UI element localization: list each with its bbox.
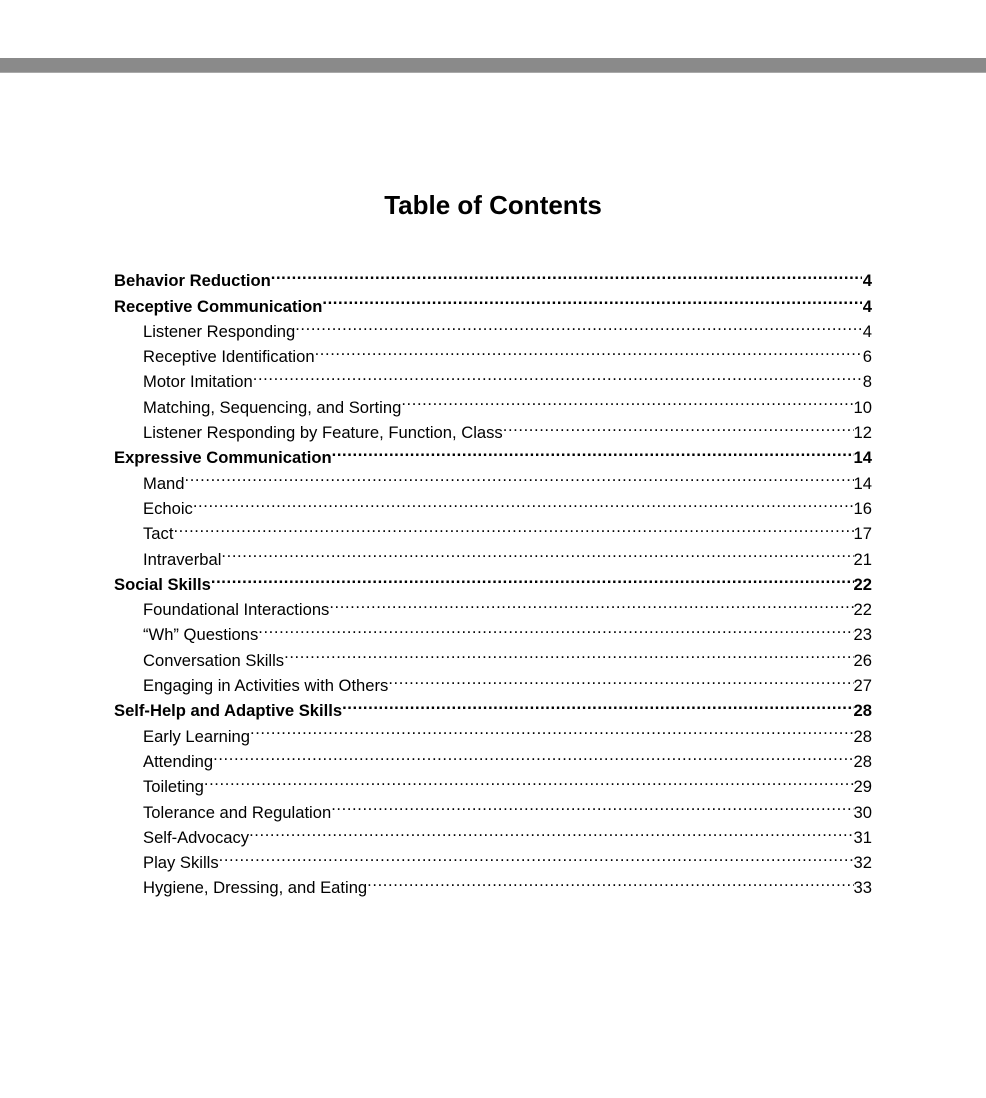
table-of-contents [114, 261, 872, 898]
dot-leader [250, 716, 854, 741]
toc-entry-label: Receptive Communication [114, 296, 323, 316]
toc-page-number: 6 [862, 347, 872, 367]
toc-entry-label: Early Learning [143, 726, 251, 746]
dot-leader [315, 337, 862, 362]
dot-leader [295, 312, 862, 337]
toc-entry-label: Behavior Reduction [114, 271, 271, 291]
toc-entry-label: Social Skills [114, 574, 211, 594]
dot-leader [258, 615, 853, 640]
dot-leader [503, 413, 854, 438]
toc-section-entry[interactable] [114, 261, 872, 291]
dot-leader [221, 539, 853, 564]
toc-entry-label: Motor Imitation [143, 372, 253, 392]
dot-leader [271, 261, 862, 286]
toc-page-number: 23 [853, 625, 872, 645]
toc-subsection-entry[interactable] [114, 742, 872, 771]
toc-page-number: 4 [862, 296, 872, 316]
dot-leader [213, 742, 853, 767]
toc-entry-label: Tolerance and Regulation [143, 802, 332, 822]
toc-subsection-entry[interactable] [114, 792, 872, 822]
toc-entry-label: Mand [143, 473, 185, 493]
toc-entry-label: “Wh” Questions [143, 625, 259, 645]
toc-subsection-entry[interactable] [114, 868, 872, 898]
toc-subsection-entry[interactable] [114, 463, 872, 493]
page-title: Table of Contents [384, 190, 602, 220]
page-separator-bar [0, 58, 986, 73]
toc-entry-label: Listener Responding [143, 321, 296, 341]
toc-entry-label: Hygiene, Dressing, and Eating [143, 878, 368, 898]
toc-page-number: 4 [862, 321, 872, 341]
toc-subsection-entry[interactable] [114, 590, 872, 620]
dot-leader [331, 792, 853, 817]
toc-entry-label: Listener Responding by Feature, Function, Class [143, 423, 503, 443]
toc-subsection-entry[interactable] [114, 767, 872, 797]
toc-subsection-entry[interactable] [114, 843, 872, 873]
toc-page-number: 22 [853, 574, 872, 594]
toc-entry-label: Engaging in Activities with Others [143, 676, 389, 696]
toc-section-entry[interactable] [114, 565, 872, 594]
toc-entry-label: Self-Advocacy [143, 827, 250, 847]
toc-entry-label: Attending [143, 751, 214, 771]
dot-leader [284, 640, 853, 665]
toc-entry-label: Toileting [143, 777, 204, 797]
toc-page-number: 28 [853, 751, 872, 771]
toc-entry-label: Echoic [143, 498, 193, 518]
dot-leader [322, 286, 862, 311]
toc-page-number: 4 [862, 271, 872, 291]
toc-page-number: 14 [853, 448, 872, 468]
toc-page-number: 10 [853, 397, 872, 417]
toc-page-number: 28 [853, 726, 872, 746]
toc-page-number: 32 [853, 853, 872, 873]
toc-page-number: 12 [853, 423, 872, 443]
toc-page-number: 8 [862, 372, 872, 392]
dot-leader [329, 590, 853, 615]
toc-page-number: 27 [853, 676, 872, 696]
dot-leader [211, 565, 854, 590]
dot-leader [185, 463, 854, 488]
dot-leader [388, 666, 853, 691]
toc-entry-label: Foundational Interactions [143, 600, 330, 620]
toc-entry-label: Self-Help and Adaptive Skills [114, 701, 343, 721]
dot-leader [367, 868, 853, 893]
dot-leader [253, 362, 862, 387]
toc-page-number: 28 [853, 701, 872, 721]
toc-page-number: 17 [853, 524, 872, 544]
dot-leader [249, 818, 853, 843]
toc-entry-label: Conversation Skills [143, 650, 285, 670]
toc-entry-label: Play Skills [143, 853, 219, 873]
toc-subsection-entry[interactable] [114, 489, 872, 518]
toc-page-number: 14 [853, 473, 872, 493]
dot-leader [401, 387, 853, 412]
dot-leader [193, 489, 854, 514]
toc-page-number: 33 [853, 878, 872, 898]
toc-entry-label: Intraverbal [143, 549, 222, 569]
toc-page-number: 21 [853, 549, 872, 569]
dot-leader [219, 843, 854, 868]
toc-subsection-entry[interactable] [114, 514, 872, 544]
toc-page-number: 30 [853, 802, 872, 822]
toc-page-number: 31 [853, 827, 872, 847]
dot-leader [173, 514, 853, 539]
toc-page-number: 16 [853, 498, 872, 518]
dot-leader [204, 767, 854, 792]
toc-entry-label: Expressive Communication [114, 448, 332, 468]
toc-entry-label: Tact [143, 524, 174, 544]
toc-entry-label: Matching, Sequencing, and Sorting [143, 397, 402, 417]
dot-leader [332, 438, 854, 463]
toc-entry-label: Receptive Identification [143, 347, 315, 367]
toc-page-number: 26 [853, 650, 872, 670]
toc-subsection-entry[interactable] [114, 539, 872, 569]
toc-page-number: 29 [853, 777, 872, 797]
toc-page-number: 22 [853, 600, 872, 620]
dot-leader [342, 691, 853, 716]
